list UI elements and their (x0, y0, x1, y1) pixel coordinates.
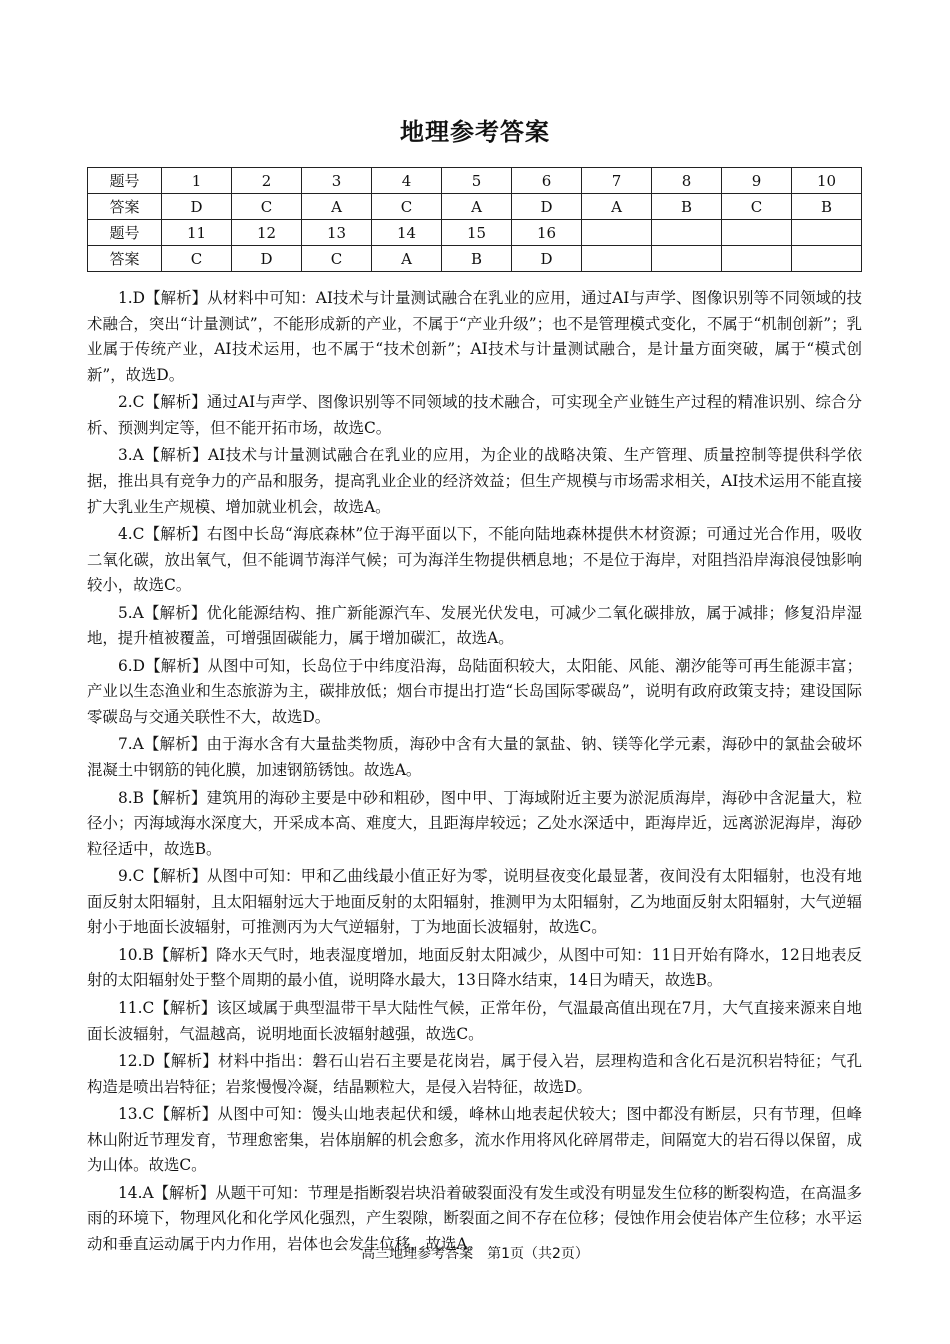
table-cell: A (372, 246, 442, 272)
table-row (88, 168, 862, 194)
row-label: 答案 (88, 246, 162, 272)
table-cell (792, 246, 862, 272)
table-cell: 11 (162, 220, 232, 246)
table-cell: C (232, 194, 302, 220)
explanation-item: 1.D【解析】从材料中可知：AI技术与计量测试融合在乳业的应用，通过AI与声学、图像识别等不同领域的技术融合，突出“计量测试”，不能形成新的产业，不属于“产业升级”；也不是管理模式变化，不属于“机制创新”；乳业属于传统产业，AI技术运用，也不属于“技术创新”；AI技术与计量测试融合，是计量方面突破，属于“模式创新”，故选D。 (87, 289, 862, 384)
table-cell: C (162, 246, 232, 272)
table-cell: C (722, 194, 792, 220)
table-cell (722, 246, 792, 272)
explanation-item: 2.C【解析】通过AI与声学、图像识别等不同领域的技术融合，可实现全产业链生产过程的精准识别、综合分析、预测判定等，但不能开拓市场，故选C。 (87, 393, 862, 437)
table-cell: 10 (792, 168, 862, 194)
explanation-item: 6.D【解析】从图中可知，长岛位于中纬度沿海，岛陆面积较大，太阳能、风能、潮汐能等可再生能源丰富；产业以生态渔业和生态旅游为主，碳排放低；烟台市提出打造“长岛国际零碳岛”，说明有政府政策支持；建设国际零碳岛与交通关联性不大，故选D。 (87, 656, 862, 726)
explanation-item: 14.A【解析】从题干可知：节理是指断裂岩块沿着破裂面没有发生或没有明显发生位移的断裂构造，在高温多雨的环境下，物理风化和化学风化强烈，产生裂隙，断裂面之间不存在位移；侵蚀作用会使岩体产生位移；水平运动和垂直运动属于内力作用，岩体也会发生位移，故选A。 (87, 1183, 862, 1253)
explanation-item: 5.A【解析】优化能源结构、推广新能源汽车、发展光伏发电，可减少二氧化碳排放，属于减排；修复沿岸湿地，提升植被覆盖，可增强固碳能力，属于增加碳汇，故选A。 (87, 603, 862, 648)
table-cell: 1 (162, 168, 232, 194)
explanation-item: 11.C【解析】该区域属于典型温带干旱大陆性气候，正常年份，气温最高值出现在7月，大气直接来源来自地面长波辐射，气温越高，说明地面长波辐射越强，故选C。 (87, 998, 862, 1043)
table-cell (792, 220, 862, 246)
table-cell: A (302, 194, 372, 220)
table-cell: C (302, 246, 372, 272)
table-cell: C (372, 194, 442, 220)
explanation-item: 9.C【解析】从图中可知：甲和乙曲线最小值正好为零，说明昼夜变化最显著，夜间没有太阳辐射，也没有地面反射太阳辐射，且太阳辐射远大于地面反射的太阳辐射，推测甲为太阳辐射，乙为地面反射太阳辐射，大气逆辐射小于地面长波辐射，可推测丙为大气逆辐射，丁为地面长波辐射，故选C。 (87, 867, 862, 937)
table-cell: A (582, 194, 652, 220)
table-cell (582, 220, 652, 246)
table-cell: 13 (302, 220, 372, 246)
table-cell: 16 (512, 220, 582, 246)
table-cell: 7 (582, 168, 652, 194)
row-label: 题号 (88, 168, 162, 194)
explanations (87, 286, 862, 1259)
table-row (88, 220, 862, 246)
explanation-item: 8.B【解析】建筑用的海砂主要是中砂和粗砂，图中甲、丁海域附近主要为淤泥质海岸，海砂中含泥量大，粒径小；丙海域海水深度大，开采成本高、难度大，且距海岸较远；乙处水深适中，距海岸近，远离淤泥海岸，海砂粒径适中，故选B。 (87, 788, 862, 858)
table-cell (582, 246, 652, 272)
explanation-item: 7.A【解析】由于海水含有大量盐类物质，海砂中含有大量的氯盐、钠、镁等化学元素，海砂中的氯盐会破坏混凝土中钢筋的钝化膜，加速钢筋锈蚀。故选A。 (87, 735, 862, 780)
table-cell: A (442, 194, 512, 220)
table-cell (652, 246, 722, 272)
page-footer: 高三地理参考答案 第1页（共2页） (361, 1246, 589, 1262)
table-row (88, 246, 862, 272)
table-cell: D (512, 246, 582, 272)
explanation-item: 13.C【解析】从图中可知：馒头山地表起伏和缓，峰林山地表起伏较大；图中都没有断层，只有节理，但峰林山附近节理发育，节理愈密集，岩体崩解的机会愈多，流水作用将风化碎屑带走，间隔宽大的岩石得以保留，成为山体。故选C。 (87, 1105, 862, 1175)
table-cell: 9 (722, 168, 792, 194)
table-cell: 8 (652, 168, 722, 194)
table-cell: D (162, 194, 232, 220)
table-cell: 14 (372, 220, 442, 246)
table-cell: 5 (442, 168, 512, 194)
explanation-item: 12.D【解析】材料中指出：磐石山岩石主要是花岗岩，属于侵入岩，层理构造和含化石是沉积岩特征；气孔构造是喷出岩特征；岩浆慢慢冷凝，结晶颗粒大，是侵入岩特征，故选D。 (87, 1052, 862, 1096)
explanation-item: 4.C【解析】右图中长岛“海底森林”位于海平面以下，不能向陆地森林提供木材资源；可通过光合作用，吸收二氧化碳，放出氧气，但不能调节海洋气候；可为海洋生物提供栖息地；不是位于海岸，对阻挡沿岸海浪侵蚀影响较小，故选C。 (87, 525, 862, 595)
table-cell: D (512, 194, 582, 220)
table-cell: 12 (232, 220, 302, 246)
explanation-item: 10.B【解析】降水天气时，地表湿度增加，地面反射太阳减少，从图中可知：11日开始有降水，12日地表反射的太阳辐射处于整个周期的最小值，说明降水最大，13日降水结束，14日为晴天，故选B。 (87, 945, 862, 990)
table-cell: 4 (372, 168, 442, 194)
table-cell: B (652, 194, 722, 220)
table-cell: 2 (232, 168, 302, 194)
answer-table (87, 167, 862, 272)
row-label: 题号 (88, 220, 162, 246)
table-cell: 15 (442, 220, 512, 246)
table-cell (652, 220, 722, 246)
table-cell: B (442, 246, 512, 272)
page-title: 地理参考答案 (400, 118, 550, 146)
table-cell: 6 (512, 168, 582, 194)
table-cell: 3 (302, 168, 372, 194)
table-cell (722, 220, 792, 246)
explanation-item: 3.A【解析】AI技术与计量测试融合在乳业的应用，为企业的战略决策、生产管理、质量控制等提供科学依据，推出具有竞争力的产品和服务，提高乳业企业的经济效益；但生产规模与市场需求相关，AI技术运用不能直接扩大乳业生产规模、增加就业机会，故选A。 (87, 446, 862, 516)
table-cell: D (232, 246, 302, 272)
row-label: 答案 (88, 194, 162, 220)
table-row (88, 194, 862, 220)
table-cell: B (792, 194, 862, 220)
